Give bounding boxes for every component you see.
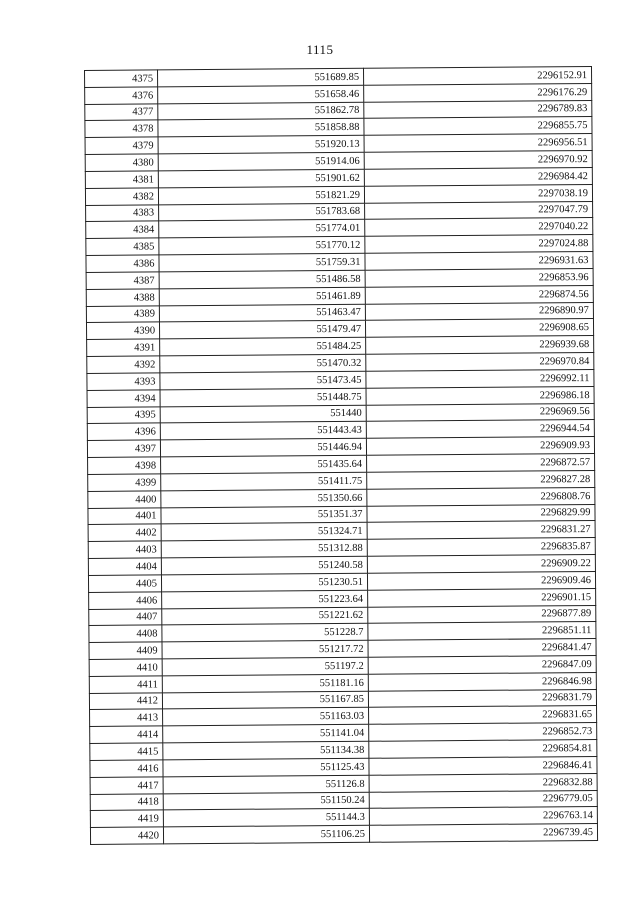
x-coordinate-cell: 551351.37 <box>161 506 367 524</box>
y-coordinate-cell: 2296970.92 <box>364 151 592 170</box>
coordinates-table-body <box>85 67 598 845</box>
x-coordinate-cell: 551217.72 <box>162 640 368 658</box>
x-coordinate-cell: 551770.12 <box>159 237 365 255</box>
x-coordinate-cell: 551479.47 <box>159 321 365 339</box>
y-coordinate-cell: 2296831.65 <box>369 706 597 725</box>
x-coordinate-cell: 551230.51 <box>161 573 367 591</box>
point-id-cell: 4417 <box>90 777 163 794</box>
point-id-cell: 4376 <box>85 87 158 104</box>
x-coordinate-cell: 551658.46 <box>158 85 364 103</box>
point-id-cell: 4415 <box>90 743 163 760</box>
y-coordinate-cell: 2296846.41 <box>369 756 597 775</box>
y-coordinate-cell: 2296841.47 <box>368 639 596 658</box>
y-coordinate-cell: 2296944.54 <box>366 420 594 439</box>
point-id-cell: 4379 <box>85 137 158 154</box>
table-row <box>90 824 597 845</box>
point-id-cell: 4389 <box>86 306 159 323</box>
y-coordinate-cell: 2296855.75 <box>364 117 592 136</box>
y-coordinate-cell: 2296909.22 <box>367 555 595 574</box>
y-coordinate-cell: 2296931.63 <box>365 252 593 271</box>
x-coordinate-cell: 551435.64 <box>161 455 367 473</box>
point-id-cell: 4384 <box>86 221 159 238</box>
point-id-cell: 4418 <box>90 794 163 811</box>
point-id-cell: 4399 <box>88 474 161 491</box>
x-coordinate-cell: 551470.32 <box>160 354 366 372</box>
y-coordinate-cell: 2296877.89 <box>368 605 596 624</box>
x-coordinate-cell: 551914.06 <box>158 152 364 170</box>
x-coordinate-cell: 551440 <box>160 405 366 423</box>
y-coordinate-cell: 2296831.27 <box>367 521 595 540</box>
x-coordinate-cell: 551350.66 <box>161 489 367 507</box>
x-coordinate-cell: 551134.38 <box>163 741 369 759</box>
point-id-cell: 4419 <box>90 810 163 827</box>
y-coordinate-cell: 2296779.05 <box>369 790 597 809</box>
point-id-cell: 4386 <box>86 255 159 272</box>
y-coordinate-cell: 2296829.99 <box>367 504 595 523</box>
point-id-cell: 4390 <box>86 322 159 339</box>
point-id-cell: 4381 <box>85 171 158 188</box>
point-id-cell: 4378 <box>85 120 158 137</box>
y-coordinate-cell: 2296852.73 <box>369 723 597 742</box>
x-coordinate-cell: 551181.16 <box>162 674 368 692</box>
page-number: 1115 <box>306 42 334 57</box>
y-coordinate-cell: 2296808.76 <box>367 487 595 506</box>
y-coordinate-cell: 2296970.84 <box>366 353 594 372</box>
x-coordinate-cell: 551448.75 <box>160 388 366 406</box>
point-id-cell: 4385 <box>86 238 159 255</box>
y-coordinate-cell: 2296969.56 <box>366 403 594 422</box>
x-coordinate-cell: 551221.62 <box>162 607 368 625</box>
x-coordinate-cell: 551167.85 <box>162 691 368 709</box>
y-coordinate-cell: 2296909.46 <box>367 571 595 590</box>
point-id-cell: 4404 <box>88 558 161 575</box>
y-coordinate-cell: 2297040.22 <box>365 218 593 237</box>
point-id-cell: 4402 <box>88 524 161 541</box>
x-coordinate-cell: 551411.75 <box>161 472 367 490</box>
x-coordinate-cell: 551473.45 <box>160 371 366 389</box>
y-coordinate-cell: 2297024.88 <box>365 235 593 254</box>
coordinates-table <box>84 66 598 845</box>
x-coordinate-cell: 551446.94 <box>160 439 366 457</box>
point-id-cell: 4396 <box>87 423 160 440</box>
point-id-cell: 4388 <box>86 289 159 306</box>
point-id-cell: 4393 <box>87 373 160 390</box>
x-coordinate-cell: 551486.58 <box>159 270 365 288</box>
y-coordinate-cell: 2296835.87 <box>367 538 595 557</box>
y-coordinate-cell: 2296890.97 <box>365 302 593 321</box>
y-coordinate-cell: 2296874.56 <box>365 285 593 304</box>
x-coordinate-cell: 551901.62 <box>158 169 364 187</box>
point-id-cell: 4377 <box>85 104 158 121</box>
point-id-cell: 4394 <box>87 390 160 407</box>
x-coordinate-cell: 551126.8 <box>163 775 369 793</box>
y-coordinate-cell: 2296763.14 <box>369 807 597 826</box>
y-coordinate-cell: 2296739.45 <box>369 824 597 843</box>
x-coordinate-cell: 551197.2 <box>162 657 368 675</box>
y-coordinate-cell: 2296901.15 <box>368 588 596 607</box>
x-coordinate-cell: 551106.25 <box>163 826 369 844</box>
x-coordinate-cell: 551862.78 <box>158 102 364 120</box>
x-coordinate-cell: 551463.47 <box>159 304 365 322</box>
y-coordinate-cell: 2296851.11 <box>368 622 596 641</box>
y-coordinate-cell: 2296986.18 <box>366 386 594 405</box>
y-coordinate-cell: 2296872.57 <box>367 454 595 473</box>
point-id-cell: 4392 <box>87 356 160 373</box>
point-id-cell: 4375 <box>85 70 158 87</box>
point-id-cell: 4409 <box>89 642 162 659</box>
point-id-cell: 4397 <box>87 440 160 457</box>
y-coordinate-cell: 2296854.81 <box>369 740 597 759</box>
point-id-cell: 4420 <box>90 827 163 844</box>
point-id-cell: 4406 <box>89 592 162 609</box>
x-coordinate-cell: 551461.89 <box>159 287 365 305</box>
y-coordinate-cell: 2296832.88 <box>369 773 597 792</box>
y-coordinate-cell: 2297038.19 <box>364 184 592 203</box>
point-id-cell: 4403 <box>88 541 161 558</box>
point-id-cell: 4410 <box>89 659 162 676</box>
point-id-cell: 4401 <box>88 507 161 524</box>
y-coordinate-cell: 2296152.91 <box>363 67 591 86</box>
x-coordinate-cell: 551759.31 <box>159 253 365 271</box>
point-id-cell: 4407 <box>89 608 162 625</box>
x-coordinate-cell: 551228.7 <box>162 624 368 642</box>
point-id-cell: 4400 <box>88 491 161 508</box>
point-id-cell: 4413 <box>90 709 163 726</box>
x-coordinate-cell: 551858.88 <box>158 119 364 137</box>
point-id-cell: 4398 <box>88 457 161 474</box>
point-id-cell: 4411 <box>89 676 162 693</box>
y-coordinate-cell: 2296847.09 <box>368 655 596 674</box>
point-id-cell: 4380 <box>85 154 158 171</box>
point-id-cell: 4405 <box>88 575 161 592</box>
y-coordinate-cell: 2296984.42 <box>364 167 592 186</box>
y-coordinate-cell: 2296909.93 <box>366 437 594 456</box>
x-coordinate-cell: 551783.68 <box>159 203 365 221</box>
y-coordinate-cell: 2296956.51 <box>364 134 592 153</box>
x-coordinate-cell: 551443.43 <box>160 422 366 440</box>
point-id-cell: 4412 <box>89 693 162 710</box>
y-coordinate-cell: 2296992.11 <box>366 369 594 388</box>
y-coordinate-cell: 2296846.98 <box>368 672 596 691</box>
x-coordinate-cell: 551920.13 <box>158 136 364 154</box>
x-coordinate-cell: 551240.58 <box>161 556 367 574</box>
x-coordinate-cell: 551312.88 <box>161 539 367 557</box>
y-coordinate-cell: 2296939.68 <box>366 336 594 355</box>
x-coordinate-cell: 551484.25 <box>160 338 366 356</box>
x-coordinate-cell: 551141.04 <box>163 725 369 743</box>
y-coordinate-cell: 2296831.79 <box>368 689 596 708</box>
y-coordinate-cell: 2296789.83 <box>364 100 592 119</box>
point-id-cell: 4383 <box>86 205 159 222</box>
point-id-cell: 4391 <box>87 339 160 356</box>
y-coordinate-cell: 2296853.96 <box>365 268 593 287</box>
point-id-cell: 4414 <box>90 726 163 743</box>
x-coordinate-cell: 551821.29 <box>158 186 364 204</box>
point-id-cell: 4395 <box>87 406 160 423</box>
point-id-cell: 4416 <box>90 760 163 777</box>
y-coordinate-cell: 2296908.65 <box>365 319 593 338</box>
x-coordinate-cell: 551163.03 <box>163 708 369 726</box>
y-coordinate-cell: 2296176.29 <box>364 83 592 102</box>
point-id-cell: 4382 <box>85 188 158 205</box>
y-coordinate-cell: 2296827.28 <box>367 470 595 489</box>
y-coordinate-cell: 2297047.79 <box>365 201 593 220</box>
point-id-cell: 4408 <box>89 625 162 642</box>
point-id-cell: 4387 <box>86 272 159 289</box>
x-coordinate-cell: 551144.3 <box>163 809 369 827</box>
x-coordinate-cell: 551150.24 <box>163 792 369 810</box>
x-coordinate-cell: 551774.01 <box>159 220 365 238</box>
x-coordinate-cell: 551324.71 <box>161 523 367 541</box>
x-coordinate-cell: 551689.85 <box>158 68 364 86</box>
x-coordinate-cell: 551125.43 <box>163 758 369 776</box>
x-coordinate-cell: 551223.64 <box>162 590 368 608</box>
